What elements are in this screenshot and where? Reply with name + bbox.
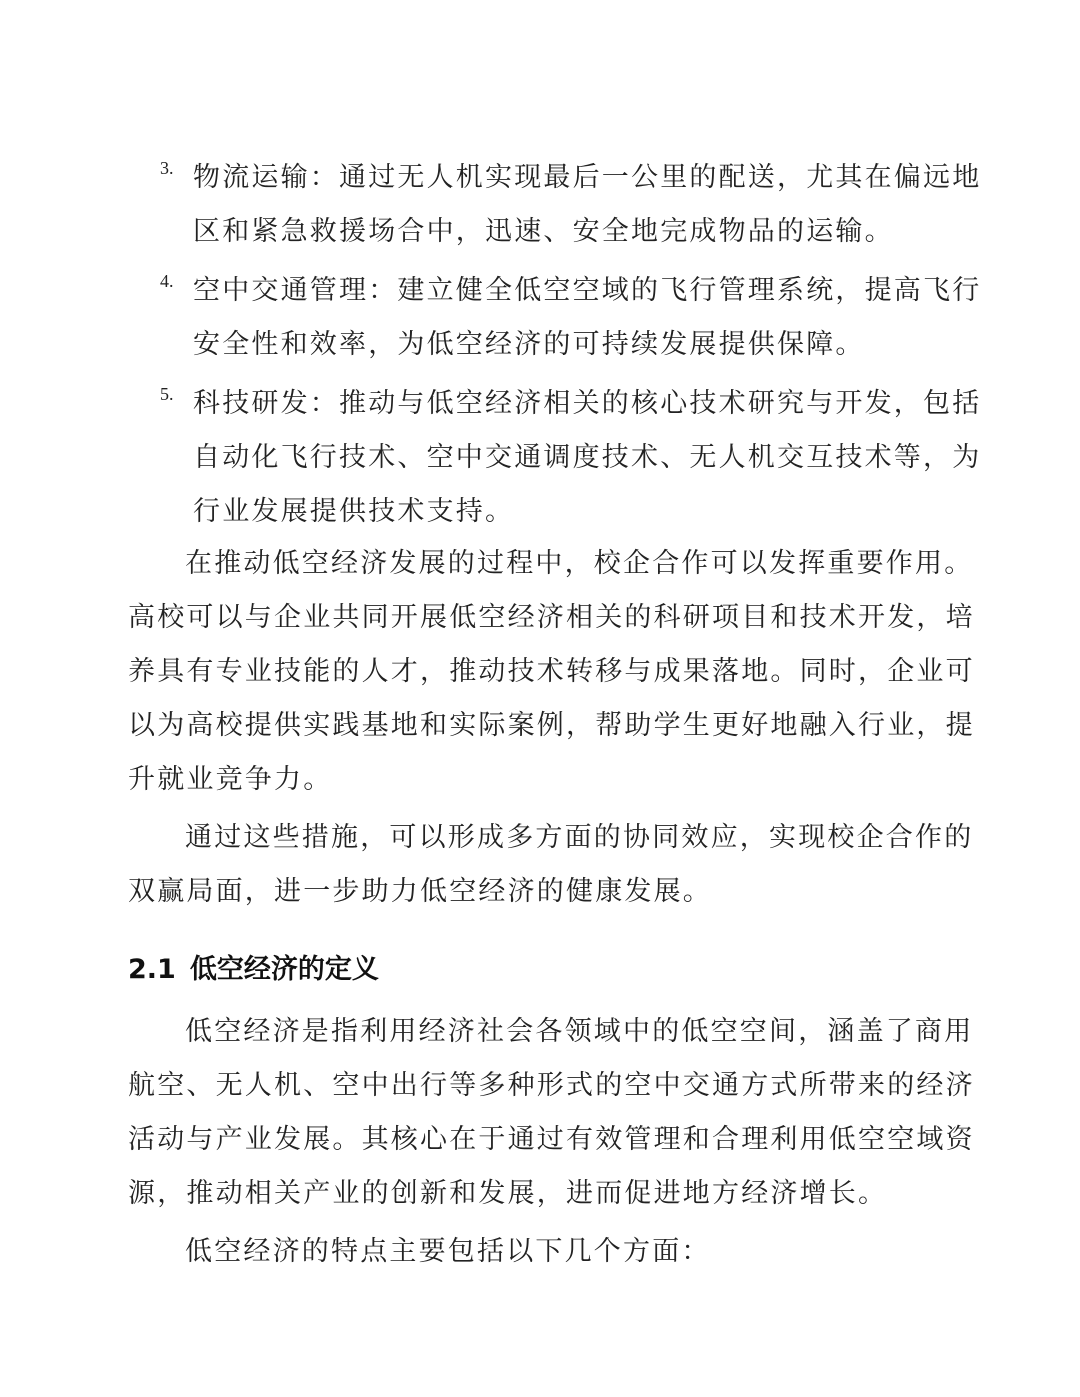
text-line: 低空经济的特点主要包括以下几个方面： xyxy=(185,1236,711,1267)
text-line: 物流运输：通过无人机实现最后一公里的配送，尤其在偏远地 xyxy=(193,162,982,193)
text-line: 养具有专业技能的人才，推动技术转移与成果落地。同时，企业可 xyxy=(128,656,975,687)
text-line: 高校可以与企业共同开展低空经济相关的科研项目和技术开发，培 xyxy=(128,602,975,633)
text-line: 双赢局面，进一步助力低空经济的健康发展。 xyxy=(128,876,712,907)
body-paragraph xyxy=(128,811,974,919)
text-line: 行业发展提供技术支持。 xyxy=(193,496,515,527)
text-line: 升就业竞争力。 xyxy=(128,764,333,795)
list-item-text xyxy=(193,264,982,372)
text-line: 通过这些措施，可以形成多方面的协同效应，实现校企合作的 xyxy=(185,822,974,853)
body-paragraph xyxy=(128,1005,975,1221)
body-paragraph xyxy=(128,1225,958,1279)
text-line: 自动化飞行技术、空中交通调度技术、无人机交互技术等，为 xyxy=(193,442,982,473)
list-item xyxy=(160,377,982,539)
list-item-text xyxy=(193,377,982,539)
text-line: 区和紧急救援场合中，迅速、安全地完成物品的运输。 xyxy=(193,216,894,247)
list-number: 4. xyxy=(160,271,174,291)
text-line: 源，推动相关产业的创新和发展，进而促进地方经济增长。 xyxy=(128,1178,888,1209)
text-line: 航空、无人机、空中出行等多种形式的空中交通方式所带来的经济 xyxy=(128,1070,975,1101)
section-heading xyxy=(128,950,379,990)
list-item xyxy=(160,264,982,372)
text-line: 以为高校提供实践基地和实际案例，帮助学生更好地融入行业，提 xyxy=(128,710,975,741)
text-line: 安全性和效率，为低空经济的可持续发展提供保障。 xyxy=(193,329,865,360)
body-paragraph xyxy=(128,537,975,807)
section-title: 低空经济的定义 xyxy=(189,954,379,985)
text-line: 在推动低空经济发展的过程中，校企合作可以发挥重要作用。 xyxy=(185,548,974,579)
list-item xyxy=(160,151,982,259)
text-line: 活动与产业发展。其核心在于通过有效管理和合理利用低空空域资 xyxy=(128,1124,975,1155)
list-item-text xyxy=(193,151,982,259)
text-line: 空中交通管理：建立健全低空空域的飞行管理系统，提高飞行 xyxy=(193,275,982,306)
list-number: 3. xyxy=(160,158,174,178)
text-line: 低空经济是指利用经济社会各领域中的低空空间，涵盖了商用 xyxy=(185,1016,974,1047)
section-number: 2.1 xyxy=(128,954,176,985)
text-line: 科技研发：推动与低空经济相关的核心技术研究与开发，包括 xyxy=(193,388,982,419)
list-number: 5. xyxy=(160,384,174,404)
